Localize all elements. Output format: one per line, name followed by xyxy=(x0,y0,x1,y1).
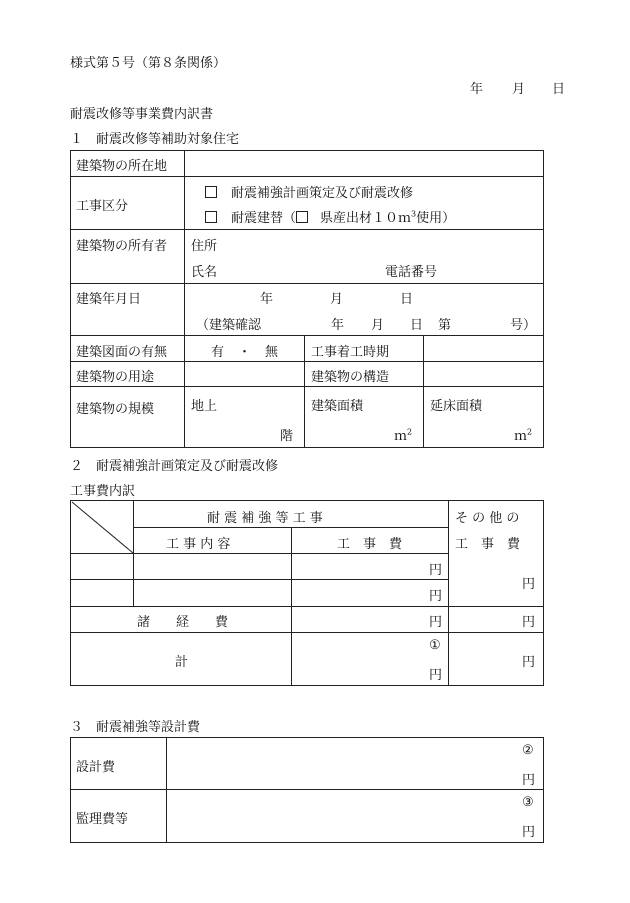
work-type-label: 工事区分 xyxy=(76,199,129,214)
misc-yen: 円 xyxy=(429,615,443,630)
checkbox-icon[interactable] xyxy=(205,211,217,223)
supervision-fee-label: 監理費等 xyxy=(76,812,129,827)
total-yen: 円 xyxy=(429,668,443,683)
use-label: 建築物の用途 xyxy=(76,370,155,385)
total-label: 計 xyxy=(175,655,189,670)
confirm-day: 日 xyxy=(410,318,424,333)
document-title: 耐震改修等事業費内訳書 xyxy=(70,107,214,122)
built-year: 年 xyxy=(260,292,274,307)
building-area-unit: ｍ$^2$ xyxy=(394,427,413,444)
circle-1: ① xyxy=(429,638,441,653)
confirm-year: 年 xyxy=(331,318,345,333)
floor-area-unit: ｍ$^2$ xyxy=(514,427,533,444)
confirm-number-label: 第 xyxy=(438,318,452,333)
header-diagonal xyxy=(70,500,134,554)
section3-heading: ３ 耐震補強等設計費 xyxy=(70,720,201,735)
total-other-yen: 円 xyxy=(522,655,536,670)
ground-label: 地上 xyxy=(191,399,218,414)
drawings-no[interactable]: 無 xyxy=(265,345,279,360)
date-year: 年 xyxy=(470,82,484,97)
section2-subheading: 工事費内訳 xyxy=(70,484,136,499)
built-month: 月 xyxy=(330,292,344,307)
drawings-separator: ・ xyxy=(238,345,252,360)
section1-heading: １ 耐震改修等補助対象住宅 xyxy=(70,132,240,147)
owner-label: 建築物の所有者 xyxy=(76,239,168,254)
structure-label: 建築物の構造 xyxy=(311,370,390,385)
form-number: 様式第５号（第８条関係） xyxy=(70,56,227,71)
location-label: 建築物の所在地 xyxy=(76,159,168,174)
floor-area-label: 延床面積 xyxy=(430,399,483,414)
drawings-label: 建築図面の有無 xyxy=(76,345,168,360)
col-other-header-1: そ の 他 の xyxy=(455,511,520,526)
design-fee-label: 設計費 xyxy=(76,760,116,775)
name-label: 氏名 xyxy=(191,265,218,280)
drawings-yes[interactable]: 有 xyxy=(211,345,225,360)
building-area-label: 建築面積 xyxy=(311,399,364,414)
option-rebuild[interactable]: 耐震建替（ 県産出材１０ｍ$^3$使用） xyxy=(205,207,455,226)
checkbox-icon[interactable] xyxy=(296,211,308,223)
checkbox-icon[interactable] xyxy=(205,186,217,198)
option-retrofit[interactable]: 耐震補強計画策定及び耐震改修 xyxy=(205,182,413,201)
date-day: 日 xyxy=(552,82,566,97)
design-fee-yen: 円 xyxy=(522,773,536,788)
confirm-month: 月 xyxy=(371,318,385,333)
col-other-header-2: 工 事 費 xyxy=(455,537,521,552)
misc-other-yen: 円 xyxy=(522,615,536,630)
row1-yen: 円 xyxy=(429,563,443,578)
circle-3: ③ xyxy=(522,795,534,810)
built-day: 日 xyxy=(400,292,414,307)
col-content-header: 工 事 内 容 xyxy=(166,537,231,552)
floors-unit: 階 xyxy=(280,429,294,444)
built-date-label: 建築年月日 xyxy=(76,292,142,307)
address-label: 住所 xyxy=(191,239,218,254)
col-reinforce-header: 耐 震 補 強 等 工 事 xyxy=(207,511,323,526)
phone-label: 電話番号 xyxy=(385,265,438,280)
scale-label: 建築物の規模 xyxy=(76,402,155,417)
circle-2: ② xyxy=(522,743,534,758)
date-month: 月 xyxy=(512,82,526,97)
supervision-fee-yen: 円 xyxy=(522,825,536,840)
other-cost-yen: 円 xyxy=(522,577,536,592)
col-cost-header: 工 事 費 xyxy=(337,537,403,552)
misc-label: 諸 経 費 xyxy=(137,615,229,630)
start-date-label: 工事着工時期 xyxy=(311,345,390,360)
confirm-number-suffix: 号） xyxy=(510,318,537,333)
section2-heading: ２ 耐震補強計画策定及び耐震改修 xyxy=(70,459,279,474)
confirmation-label: （建築確認 xyxy=(196,318,262,333)
row2-yen: 円 xyxy=(429,589,443,604)
